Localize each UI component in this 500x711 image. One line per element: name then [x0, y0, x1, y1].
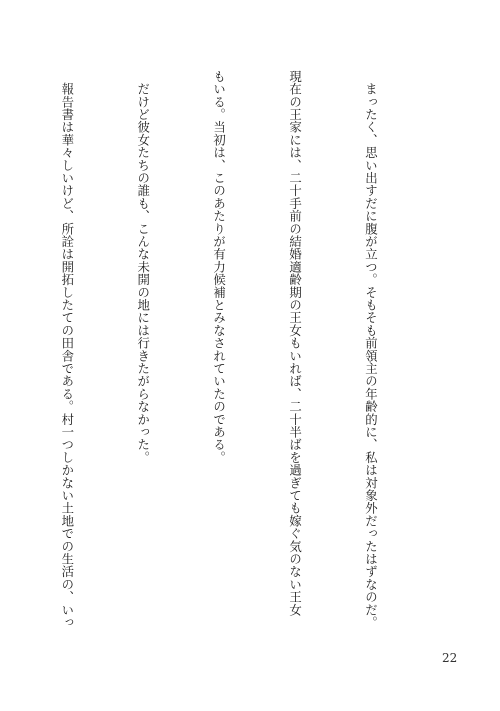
- page-number: 22: [442, 651, 458, 665]
- text-line-3: もいる。当初は、このあたりが有力候補とみなされていたのである。: [211, 70, 227, 464]
- text-line-5: 報告書は華々しいけど、所詮は開拓したての田舎である。村一つしかない土地での生活の、いっ: [59, 70, 75, 629]
- text-line-4: だけど彼女たちの誰も、こんな未開の地には行きたがらなかった。: [135, 70, 151, 464]
- text-line-2: 現在の王家には、二十手前の結婚適齢期の王女もいれば、二十半ばを過ぎても嫁ぐ気のない王女: [287, 70, 303, 617]
- text-line-6: [0, 70, 4, 640]
- body-text: [59, 70, 434, 640]
- text-line-1: まったく、思い出すだに腹が立つ。そもそも前領主の年齢的に、私は対象外だったはずなのだ。: [363, 70, 379, 629]
